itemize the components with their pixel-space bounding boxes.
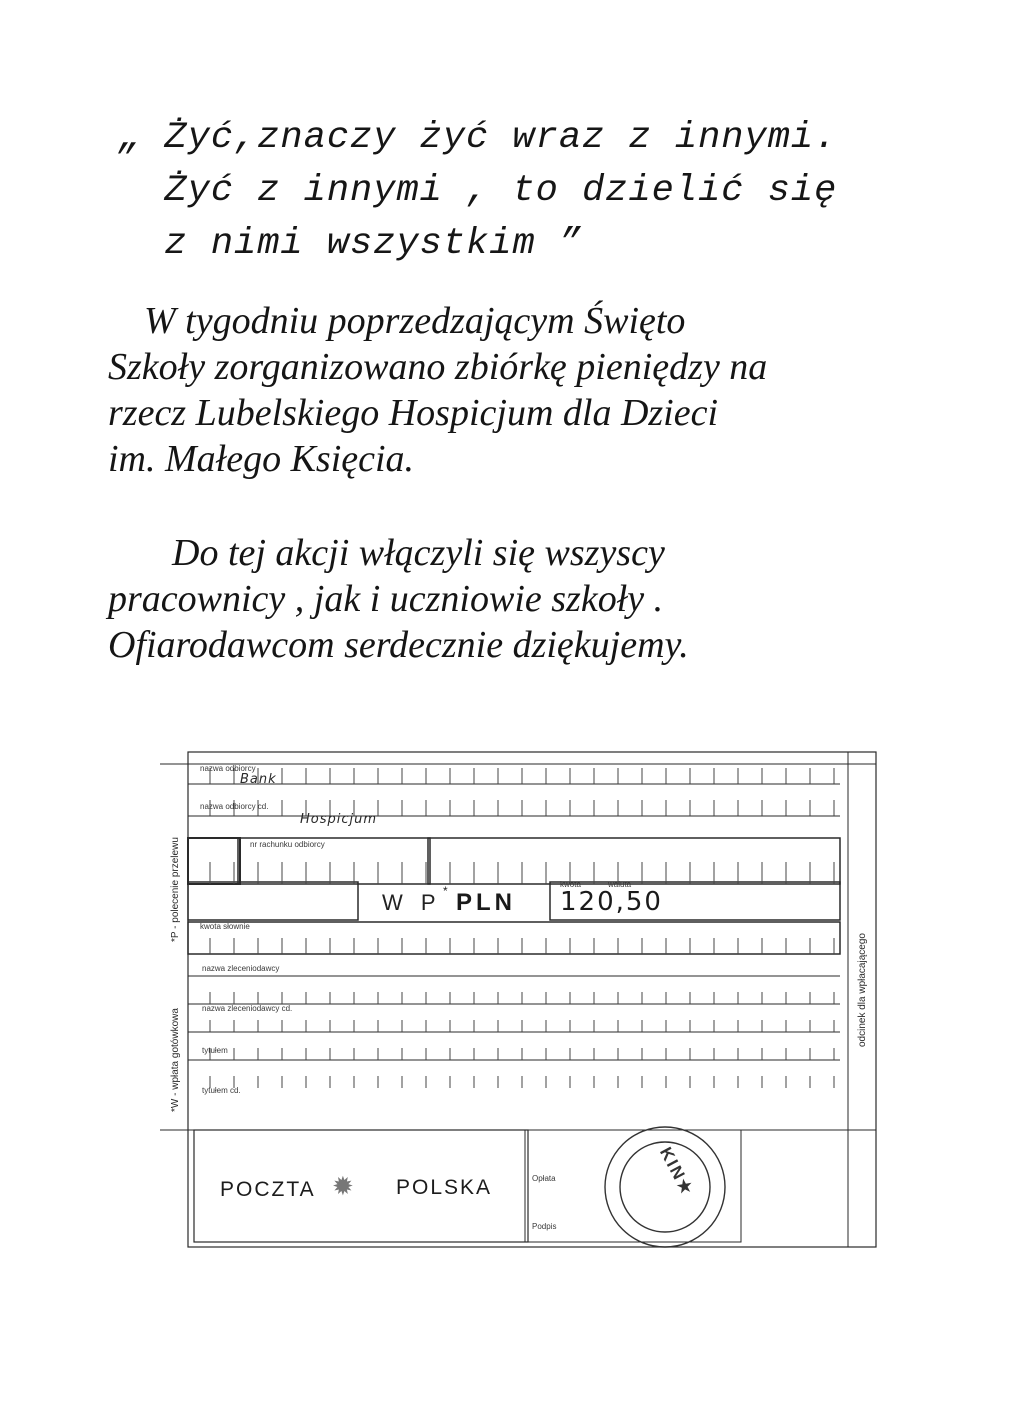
- side-label-cash: *W - wpłata gotówkowa: [170, 1008, 181, 1112]
- paragraph-line: im. Małego Księcia.: [108, 438, 415, 480]
- recipient-cont-label: nazwa odbiorcy cd.: [200, 802, 269, 811]
- title-label: tytułem: [202, 1046, 228, 1055]
- postal-emblem-icon: ✹: [332, 1172, 354, 1202]
- currency-value: PLN: [456, 889, 516, 916]
- quote-line: Żyć z innymi , to dzielić się: [118, 170, 838, 212]
- signature-label: Podpis: [532, 1222, 557, 1231]
- transfer-type-star: *: [443, 884, 448, 898]
- paragraph-line: W tygodniu poprzedzającym Święto: [144, 300, 686, 342]
- postal-transfer-form: [160, 742, 890, 1252]
- currency-label: waluta: [608, 880, 632, 889]
- paragraph-thanks: [108, 530, 908, 668]
- postmark-stamp: KIN★: [655, 1144, 698, 1200]
- paragraph-line: Do tej akcji włączyli się wszyscy: [172, 532, 665, 574]
- transfer-type: W P: [382, 890, 442, 915]
- amount-value: 120,50: [560, 887, 663, 917]
- postal-logo-right: POLSKA: [396, 1176, 493, 1199]
- form-grid: [160, 742, 890, 1252]
- amount-words-label: kwota słownie: [200, 922, 250, 931]
- amount-label: kwota: [560, 880, 581, 889]
- quote-line: z nimi wszystkim ”: [118, 223, 583, 265]
- sender-cont-label: nazwa zleceniodawcy cd.: [202, 1004, 293, 1013]
- side-label-transfer: *P - polecenie przelewu: [170, 837, 181, 942]
- side-label-stub: odcinek dla wpłacającego: [857, 933, 868, 1047]
- paragraph-line: Szkoły zorganizowano zbiórkę pieniędzy na: [108, 346, 768, 388]
- quote-line: „ Żyć,znaczy żyć wraz z innymi.: [118, 117, 838, 159]
- title-cont-label: tytułem cd.: [202, 1086, 241, 1095]
- recipient-cont-handwriting: Hospicjum: [300, 812, 378, 827]
- paragraph-fundraiser: [108, 298, 908, 482]
- recipient-label: nazwa odbiorcy: [200, 764, 256, 773]
- fee-label: Opłata: [532, 1174, 556, 1183]
- postal-logo-left: POCZTA: [220, 1178, 316, 1201]
- paragraph-line: rzecz Lubelskiego Hospicjum dla Dzieci: [108, 392, 719, 434]
- account-label: nr rachunku odbiorcy: [250, 840, 325, 849]
- recipient-handwriting: Bank: [240, 772, 277, 787]
- paragraph-line: pracownicy , jak i uczniowie szkoły .: [108, 578, 664, 620]
- paragraph-line: Ofiarodawcom serdecznie dziękujemy.: [108, 624, 689, 666]
- sender-label: nazwa zleceniodawcy: [202, 964, 280, 973]
- quote-block: [118, 112, 908, 271]
